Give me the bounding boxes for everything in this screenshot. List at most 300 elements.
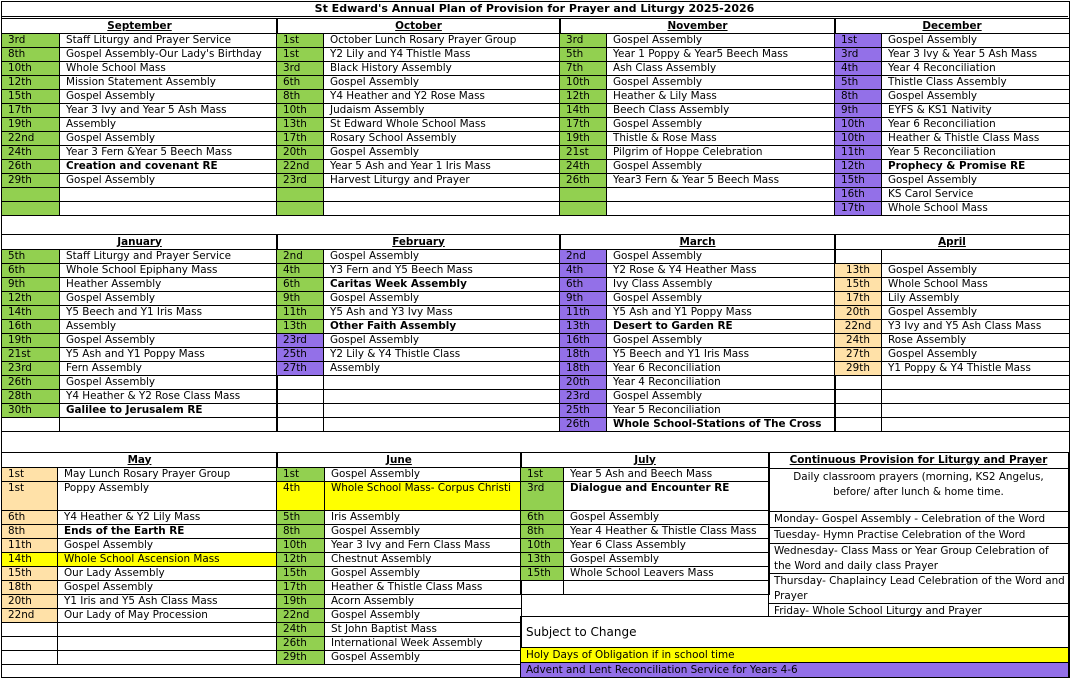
- event-cell: Y3 Fern and Y5 Beech Mass: [324, 264, 561, 278]
- plan-row: [277, 278, 561, 292]
- event-cell: [58, 623, 278, 637]
- event-cell: Mission Statement Assembly: [60, 76, 278, 90]
- date-cell: 16th: [560, 334, 607, 348]
- event-cell: Prophecy & Promise RE: [882, 160, 1070, 174]
- plan-row: [277, 90, 561, 104]
- event-cell: Year 3 Ivy and Year 5 Ash Mass: [60, 104, 278, 118]
- date-cell: 17th: [835, 202, 882, 216]
- event-cell: Our Lady Assembly: [58, 567, 278, 581]
- event-cell: Year3 Fern & Year 5 Beech Mass: [607, 174, 836, 188]
- event-cell: Judaism Assembly: [324, 104, 561, 118]
- plan-row: [2, 525, 278, 539]
- date-cell: 24th: [560, 160, 607, 174]
- date-cell: 12th: [2, 292, 60, 306]
- date-cell: 15th: [835, 174, 882, 188]
- plan-row: [2, 390, 278, 404]
- date-cell: 25th: [277, 348, 324, 362]
- event-cell: Dialogue and Encounter RE: [564, 482, 770, 511]
- plan-row: [560, 334, 836, 348]
- month-table-dec: [834, 18, 1070, 216]
- event-cell: October Lunch Rosary Prayer Group: [324, 34, 561, 48]
- event-cell: Thistle & Rose Mass: [607, 132, 836, 146]
- event-cell: Whole School-Stations of The Cross: [607, 418, 836, 432]
- date-cell: [2, 623, 58, 637]
- date-cell: 1st: [277, 34, 324, 48]
- plan-row: [2, 609, 278, 623]
- plan-row: [2, 362, 278, 376]
- date-cell: 11th: [277, 306, 324, 320]
- plan-row: [277, 362, 561, 376]
- event-cell: [58, 637, 278, 651]
- date-cell: 6th: [277, 278, 324, 292]
- date-cell: 17th: [560, 118, 607, 132]
- page-title: St Edward's Annual Plan of Provision for Prayer and Liturgy 2025-2026: [1, 1, 1068, 17]
- event-cell: Gospel Assembly: [607, 76, 836, 90]
- date-cell: 20th: [2, 595, 58, 609]
- plan-row: [277, 595, 522, 609]
- plan-row: [277, 76, 561, 90]
- event-cell: Whole School Leavers Mass: [564, 567, 770, 581]
- date-cell: 11th: [560, 306, 607, 320]
- date-cell: 8th: [2, 48, 60, 62]
- date-cell: 18th: [2, 581, 58, 595]
- event-cell: Y5 Beech and Y1 Iris Mass: [607, 348, 836, 362]
- event-cell: Y1 Iris and Y5 Ash Class Mass: [58, 595, 278, 609]
- event-cell: Gospel Assembly: [324, 146, 561, 160]
- plan-row: [2, 76, 278, 90]
- plan-row: [277, 482, 522, 511]
- event-cell: Gospel Assembly: [60, 174, 278, 188]
- event-cell: Whole School Epiphany Mass: [60, 264, 278, 278]
- date-cell: 12th: [835, 160, 882, 174]
- event-cell: Creation and covenant RE: [60, 160, 278, 174]
- date-cell: 12th: [2, 76, 60, 90]
- month-table-apr: [834, 234, 1070, 432]
- date-cell: 3rd: [2, 34, 60, 48]
- event-cell: Gospel Assembly: [607, 250, 836, 264]
- plan-row: [277, 418, 561, 432]
- plan-row: [835, 362, 1070, 376]
- date-cell: 26th: [2, 376, 60, 390]
- event-cell: Gospel Assembly: [58, 539, 278, 553]
- month-heading: July: [521, 453, 770, 468]
- event-cell: International Week Assembly: [325, 637, 522, 651]
- event-cell: Year 5 Ash and Year 1 Iris Mass: [324, 160, 561, 174]
- event-cell: Gospel Assembly: [324, 250, 561, 264]
- event-cell: [882, 376, 1070, 390]
- date-cell: 13th: [521, 553, 564, 567]
- event-cell: Gospel Assembly: [607, 34, 836, 48]
- continuous-provision: [768, 452, 1069, 617]
- event-cell: St Edward Whole School Mass: [324, 118, 561, 132]
- date-cell: 20th: [277, 146, 324, 160]
- date-cell: 1st: [2, 482, 58, 511]
- month-table-june: [276, 452, 522, 665]
- event-cell: Beech Class Assembly: [607, 104, 836, 118]
- plan-row: [277, 525, 522, 539]
- date-cell: [560, 188, 607, 202]
- plan-row: [835, 264, 1070, 278]
- date-cell: 2nd: [560, 250, 607, 264]
- date-cell: [835, 418, 882, 432]
- date-cell: 13th: [277, 320, 324, 334]
- plan-row: [277, 637, 522, 651]
- month-table-jan: [1, 234, 278, 432]
- plan-row: [277, 62, 561, 76]
- date-cell: 18th: [560, 348, 607, 362]
- plan-row: [277, 264, 561, 278]
- month-heading: January: [2, 235, 278, 250]
- plan-row: [560, 146, 836, 160]
- date-cell: 11th: [2, 539, 58, 553]
- month-table-mar: [559, 234, 836, 432]
- plan-row: [277, 34, 561, 48]
- event-cell: Y2 Lily and Y4 Thistle Mass: [324, 48, 561, 62]
- event-cell: Year 1 Poppy & Year5 Beech Mass: [607, 48, 836, 62]
- date-cell: 8th: [2, 525, 58, 539]
- event-cell: Whole School Mass: [882, 202, 1070, 216]
- plan-row: [835, 404, 1070, 418]
- date-cell: 10th: [835, 132, 882, 146]
- plan-row: [2, 146, 278, 160]
- plan-row: [835, 334, 1070, 348]
- date-cell: 6th: [521, 511, 564, 525]
- date-cell: 29th: [277, 651, 325, 665]
- plan-row: [835, 320, 1070, 334]
- event-cell: KS Carol Service: [882, 188, 1070, 202]
- event-cell: Staff Liturgy and Prayer Service: [60, 250, 278, 264]
- date-cell: 12th: [277, 553, 325, 567]
- plan-row: [277, 623, 522, 637]
- date-cell: [2, 651, 58, 665]
- plan-row: [277, 188, 561, 202]
- date-cell: 19th: [560, 132, 607, 146]
- plan-row: [835, 90, 1070, 104]
- event-cell: Gospel Assembly: [60, 90, 278, 104]
- plan-row: [835, 62, 1070, 76]
- plan-row: [560, 132, 836, 146]
- event-cell: Y2 Lily & Y4 Thistle Class: [324, 348, 561, 362]
- event-cell: Year 3 Fern &Year 5 Beech Mass: [60, 146, 278, 160]
- event-cell: Y5 Beech and Y1 Iris Mass: [60, 306, 278, 320]
- event-cell: [882, 404, 1070, 418]
- date-cell: 1st: [2, 468, 58, 482]
- plan-row: [835, 118, 1070, 132]
- plan-row: [560, 90, 836, 104]
- month-header-row: [277, 19, 561, 34]
- plan-row: [277, 651, 522, 665]
- month-header-row: [2, 453, 278, 468]
- date-cell: 15th: [835, 278, 882, 292]
- plan-row: [560, 390, 836, 404]
- event-cell: Year 6 Reconciliation: [607, 362, 836, 376]
- event-cell: Staff Liturgy and Prayer Service: [60, 34, 278, 48]
- date-cell: 29th: [2, 174, 60, 188]
- event-cell: Gospel Assembly: [324, 76, 561, 90]
- plan-row: [2, 482, 278, 511]
- plan-row: [560, 62, 836, 76]
- plan-row: [277, 348, 561, 362]
- plan-row: [2, 160, 278, 174]
- date-cell: [2, 637, 58, 651]
- event-cell: Year 6 Class Assembly: [564, 539, 770, 553]
- event-cell: Pilgrim of Hoppe Celebration: [607, 146, 836, 160]
- event-cell: Gospel Assembly: [607, 390, 836, 404]
- plan-row: [835, 48, 1070, 62]
- month-heading: October: [277, 19, 561, 34]
- month-heading: December: [835, 19, 1070, 34]
- event-cell: Gospel Assembly: [325, 651, 522, 665]
- event-cell: Galilee to Jerusalem RE: [60, 404, 278, 418]
- date-cell: 29th: [835, 362, 882, 376]
- plan-row: [560, 404, 836, 418]
- month-header-row: [560, 19, 836, 34]
- event-cell: Poppy Assembly: [58, 482, 278, 511]
- date-cell: 20th: [560, 376, 607, 390]
- date-cell: 15th: [2, 567, 58, 581]
- plan-row: [560, 104, 836, 118]
- date-cell: 14th: [560, 104, 607, 118]
- plan-row: [2, 595, 278, 609]
- plan-row: [835, 306, 1070, 320]
- month-header-row: [277, 453, 522, 468]
- plan-row: [2, 320, 278, 334]
- event-cell: Gospel Assembly: [564, 553, 770, 567]
- plan-row: [277, 48, 561, 62]
- plan-row: [277, 146, 561, 160]
- plan-row: [835, 76, 1070, 90]
- event-cell: Ash Class Assembly: [607, 62, 836, 76]
- event-cell: EYFS & KS1 Nativity: [882, 104, 1070, 118]
- event-cell: Year 4 Reconciliation: [882, 62, 1070, 76]
- plan-row: [835, 146, 1070, 160]
- event-cell: Year 5 Reconciliation: [882, 146, 1070, 160]
- date-cell: 28th: [2, 390, 60, 404]
- plan-row: [560, 418, 836, 432]
- date-cell: [277, 418, 324, 432]
- date-cell: [521, 581, 564, 595]
- plan-row: [560, 160, 836, 174]
- event-cell: Fern Assembly: [60, 362, 278, 376]
- event-cell: Chestnut Assembly: [325, 553, 522, 567]
- date-cell: 14th: [2, 553, 58, 567]
- date-cell: 5th: [2, 250, 60, 264]
- date-cell: 17th: [277, 581, 325, 595]
- plan-row: [2, 404, 278, 418]
- month-heading: February: [277, 235, 561, 250]
- date-cell: 3rd: [521, 482, 564, 511]
- date-cell: 13th: [277, 118, 324, 132]
- month-table-may: [1, 452, 278, 665]
- plan-row: [2, 581, 278, 595]
- date-cell: 15th: [521, 567, 564, 581]
- date-cell: 21st: [2, 348, 60, 362]
- date-cell: 9th: [277, 292, 324, 306]
- plan-row: [560, 264, 836, 278]
- plan-row: [277, 250, 561, 264]
- date-cell: 26th: [560, 418, 607, 432]
- event-cell: Lily Assembly: [882, 292, 1070, 306]
- date-cell: 16th: [835, 188, 882, 202]
- plan-row: [2, 34, 278, 48]
- date-cell: [277, 188, 324, 202]
- plan-row: [2, 118, 278, 132]
- plan-row: [2, 418, 278, 432]
- legend-box: [520, 616, 1069, 678]
- event-cell: Gospel Assembly: [324, 292, 561, 306]
- month-header-row: [2, 235, 278, 250]
- continuous-intro: Daily classroom prayers (morning, KS2 Angelus, before/ after lunch & home time.: [769, 469, 1068, 512]
- plan-row: [2, 104, 278, 118]
- date-cell: 13th: [835, 264, 882, 278]
- event-cell: Gospel Assembly: [325, 567, 522, 581]
- plan-row: [560, 34, 836, 48]
- date-cell: 6th: [2, 264, 60, 278]
- date-cell: 10th: [277, 539, 325, 553]
- plan-row: [835, 390, 1070, 404]
- date-cell: 12th: [560, 90, 607, 104]
- plan-row: [560, 320, 836, 334]
- date-cell: 25th: [560, 404, 607, 418]
- plan-row: [521, 553, 770, 567]
- plan-row: [560, 376, 836, 390]
- plan-row: [835, 376, 1070, 390]
- plan-row: [277, 334, 561, 348]
- event-cell: [882, 250, 1070, 264]
- plan-row: [2, 553, 278, 567]
- plan-row: [277, 132, 561, 146]
- date-cell: 4th: [277, 482, 325, 511]
- event-cell: Gospel Assembly: [60, 376, 278, 390]
- event-cell: Heather & Thistle Class Mass: [325, 581, 522, 595]
- event-cell: Gospel Assembly: [325, 525, 522, 539]
- date-cell: 17th: [835, 292, 882, 306]
- date-cell: 30th: [2, 404, 60, 418]
- date-cell: 6th: [2, 511, 58, 525]
- plan-row: [560, 188, 836, 202]
- plan-row: [835, 160, 1070, 174]
- event-cell: Heather & Lily Mass: [607, 90, 836, 104]
- event-cell: Year 3 Ivy & Year 5 Ash Mass: [882, 48, 1070, 62]
- event-cell: Y3 Ivy and Y5 Ash Class Mass: [882, 320, 1070, 334]
- month-heading: November: [560, 19, 836, 34]
- event-cell: Gospel Assembly: [324, 334, 561, 348]
- event-cell: Our Lady of May Procession: [58, 609, 278, 623]
- plan-row: [2, 468, 278, 482]
- event-cell: Y4 Heather & Y2 Lily Mass: [58, 511, 278, 525]
- date-cell: 9th: [835, 104, 882, 118]
- plan-row: [521, 511, 770, 525]
- legend-advent-lent: Advent and Lent Reconciliation Service for Years 4-6: [521, 662, 1068, 677]
- date-cell: 3rd: [560, 34, 607, 48]
- plan-row: [2, 264, 278, 278]
- month-heading: March: [560, 235, 836, 250]
- month-table-feb: [276, 234, 561, 432]
- plan-row: [277, 468, 522, 482]
- event-cell: Gospel Assembly: [58, 581, 278, 595]
- date-cell: 3rd: [835, 48, 882, 62]
- event-cell: Thistle Class Assembly: [882, 76, 1070, 90]
- date-cell: 11th: [835, 146, 882, 160]
- date-cell: 1st: [521, 468, 564, 482]
- event-cell: [882, 390, 1070, 404]
- plan-row: [560, 348, 836, 362]
- event-cell: Whole School Mass: [882, 278, 1070, 292]
- date-cell: 1st: [277, 48, 324, 62]
- legend-subject-to-change: Subject to Change: [526, 625, 637, 639]
- date-cell: 5th: [277, 511, 325, 525]
- date-cell: 7th: [560, 62, 607, 76]
- plan-row: [560, 250, 836, 264]
- date-cell: 17th: [277, 132, 324, 146]
- date-cell: 4th: [277, 264, 324, 278]
- plan-row: [2, 292, 278, 306]
- event-cell: Gospel Assembly: [607, 292, 836, 306]
- month-table-sep: [1, 18, 278, 216]
- date-cell: 22nd: [2, 132, 60, 146]
- date-cell: 22nd: [277, 609, 325, 623]
- plan-row: [277, 609, 522, 623]
- date-cell: 24th: [277, 623, 325, 637]
- plan-row: [560, 362, 836, 376]
- plan-row: [2, 188, 278, 202]
- event-cell: Gospel Assembly: [882, 34, 1070, 48]
- event-cell: Gospel Assembly: [325, 609, 522, 623]
- plan-row: [277, 160, 561, 174]
- event-cell: Gospel Assembly: [607, 118, 836, 132]
- plan-row: [277, 174, 561, 188]
- event-cell: Gospel Assembly: [882, 348, 1070, 362]
- month-table-oct: [276, 18, 561, 216]
- date-cell: 23rd: [2, 362, 60, 376]
- plan-row: [2, 250, 278, 264]
- month-header-row: [560, 235, 836, 250]
- event-cell: [60, 188, 278, 202]
- date-cell: 26th: [560, 174, 607, 188]
- event-cell: [60, 202, 278, 216]
- plan-row: [277, 292, 561, 306]
- event-cell: Assembly: [60, 320, 278, 334]
- date-cell: 17th: [2, 104, 60, 118]
- event-cell: Y5 Ash and Y3 Ivy Mass: [324, 306, 561, 320]
- event-cell: Gospel Assembly: [325, 468, 522, 482]
- date-cell: 16th: [2, 320, 60, 334]
- event-cell: Whole School Ascension Mass: [58, 553, 278, 567]
- month-header-row: [835, 235, 1070, 250]
- event-cell: Ends of the Earth RE: [58, 525, 278, 539]
- plan-row: [2, 306, 278, 320]
- date-cell: 5th: [560, 48, 607, 62]
- event-cell: [607, 202, 836, 216]
- event-cell: Heather Assembly: [60, 278, 278, 292]
- month-heading: May: [2, 453, 278, 468]
- date-cell: 1st: [835, 34, 882, 48]
- date-cell: 27th: [835, 348, 882, 362]
- plan-row: [2, 651, 278, 665]
- date-cell: [2, 188, 60, 202]
- date-cell: 15th: [277, 567, 325, 581]
- legend-holy-days: Holy Days of Obligation if in school time: [521, 647, 1068, 662]
- plan-row: [277, 306, 561, 320]
- event-cell: [607, 188, 836, 202]
- plan-row: [835, 292, 1070, 306]
- date-cell: 8th: [521, 525, 564, 539]
- event-cell: Rose Assembly: [882, 334, 1070, 348]
- continuous-friday: Friday- Whole School Liturgy and Prayer: [774, 605, 982, 617]
- event-cell: Ivy Class Assembly: [607, 278, 836, 292]
- event-cell: Caritas Week Assembly: [324, 278, 561, 292]
- date-cell: [277, 376, 324, 390]
